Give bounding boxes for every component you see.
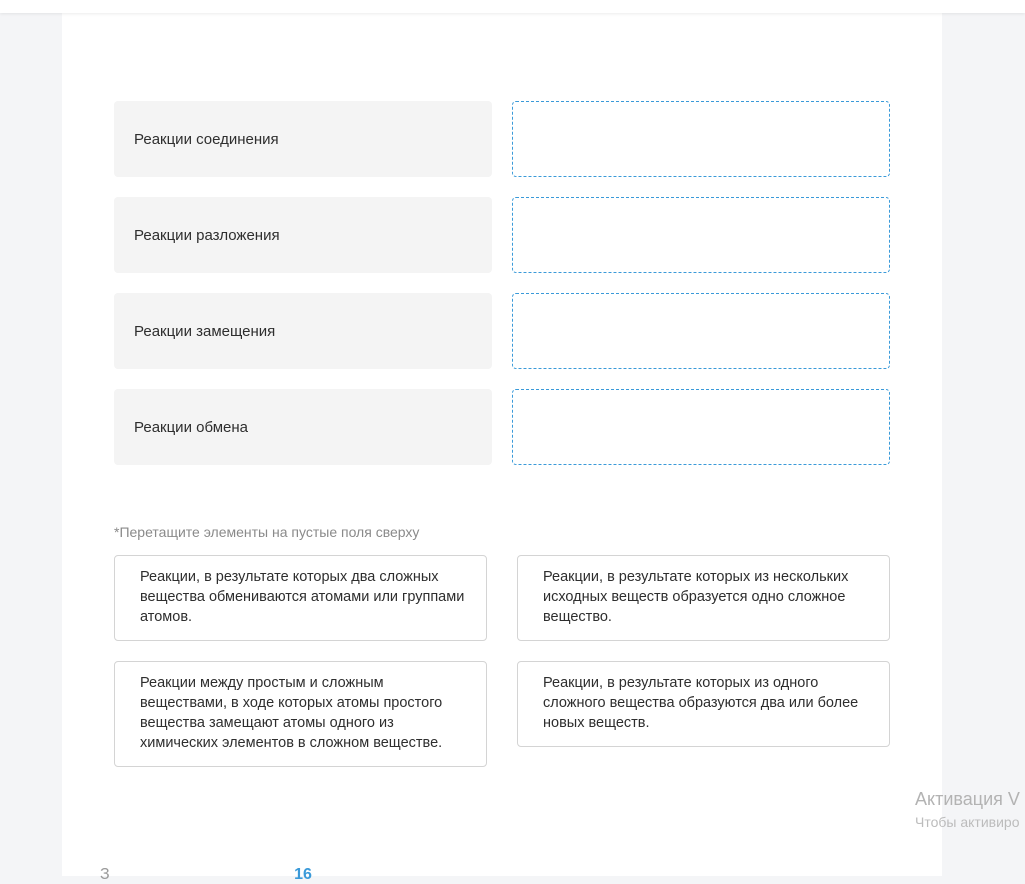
category-label-text: Реакции соединения [134,130,279,148]
category-label-exchange [114,389,492,465]
windows-activation-title: Активация V [915,789,1020,809]
drop-zone-decomposition[interactable] [512,197,890,273]
drag-hint: *Перетащите элементы на пустые поля сверху [114,524,420,540]
category-label-substitution [114,293,492,369]
drop-zone-substitution[interactable] [512,293,890,369]
draggable-option-combination-definition[interactable]: Реакции, в результате которых из нескольких исходных веществ образуется одно сложное вещество. [517,555,890,641]
drop-zone-exchange[interactable] [512,389,890,465]
category-label-text: Реакции обмена [134,418,248,436]
windows-activation-subtitle: Чтобы активиро [915,814,1020,830]
next-question-heading [100,866,312,884]
drop-zone-combination[interactable] [512,101,890,177]
category-label-decomposition [114,197,492,273]
category-label-combination [114,101,492,177]
next-question-number: 16 [294,866,312,883]
next-question-text: З [100,866,110,883]
category-label-text: Реакции разложения [134,226,280,244]
draggable-option-substitution-definition[interactable]: Реакции между простым и сложным веществами, в ходе которых атомы простого вещества замещают атомы одного из химических элементов в сложном веществе. [114,661,487,767]
draggable-option-decomposition-definition[interactable]: Реакции, в результате которых из одного сложного вещества образуются два или более новых веществ. [517,661,890,747]
category-label-text: Реакции замещения [134,322,276,340]
top-bar [0,0,1025,13]
draggable-option-exchange-definition[interactable]: Реакции, в результате которых два сложных вещества обмениваются атомами или группами атомов. [114,555,487,641]
